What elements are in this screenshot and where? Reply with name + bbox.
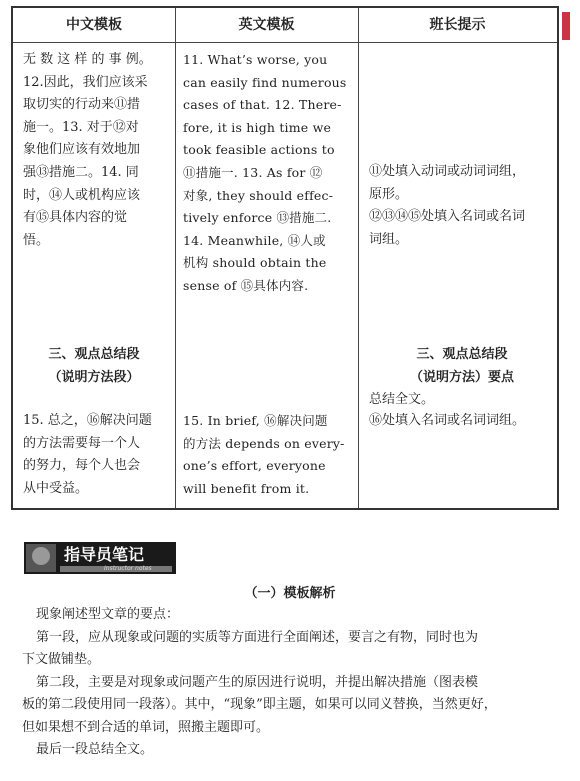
text-line: tively enforce ⑬措施二. — [183, 210, 332, 226]
red-corner-mark — [562, 12, 570, 40]
text-line: 象他们应该有效地加 — [23, 142, 141, 158]
section-title-tips — [369, 344, 555, 412]
row2-english-cell — [183, 410, 355, 500]
section-title: 三、观点总结段 — [48, 347, 140, 362]
column-divider — [358, 8, 359, 508]
text-line: fore, it is high time we — [183, 119, 332, 135]
text-line: 时，⑭人或机构应该 — [23, 187, 141, 203]
section-title-chinese — [13, 344, 175, 389]
paragraph: 第二段，主要是对现象或问题产生的原因进行说明，并提出解决措施（图表模 — [36, 674, 479, 690]
text-line: took feasible actions to — [183, 142, 335, 158]
row1-chinese-cell — [23, 49, 173, 252]
text-line: ⑫⑬⑭⑮处填入名词或名词 — [369, 209, 526, 225]
badge-subtitle: Instructor notes — [104, 565, 152, 572]
text-line: ⑪措施一. 13. As for ⑫ — [183, 164, 323, 180]
paragraph: 下文做铺垫。 — [22, 652, 101, 667]
template-table — [11, 6, 559, 510]
text-line: 无 数 这 样 的 事 例。 — [23, 52, 152, 67]
text-line: 的方法需要每一个人 — [23, 435, 141, 451]
section-title: 三、观点总结段 — [416, 347, 508, 362]
row1-tips-cell — [369, 161, 555, 251]
text-line: 悟。 — [23, 232, 50, 248]
text-line: 机构 should obtain the — [183, 255, 327, 271]
header-monitor-tips: 班长提示 — [429, 17, 486, 33]
section-subtitle: （说明方法段） — [48, 369, 140, 385]
badge-title: 指导员笔记 — [64, 545, 145, 564]
text-line: 对象, they should effec- — [183, 187, 334, 203]
instructor-notes-badge — [24, 538, 176, 578]
row2-tips-cell — [369, 410, 555, 433]
text-line: 词组。 — [369, 231, 409, 247]
text-line: 从中受益。 — [23, 480, 89, 496]
text-line: will benefit from it. — [183, 480, 310, 496]
header-divider — [13, 42, 557, 43]
text-line: 的方法 depends on every- — [183, 435, 345, 451]
section-subtitle: （说明方法）要点 — [409, 369, 514, 385]
text-line: 15. 总之，⑯解决问题 — [23, 413, 152, 428]
text-line: 总结全文。 — [369, 392, 435, 408]
text-line: 的努力，每个人也会 — [23, 458, 141, 474]
text-line: 11. What’s worse, you — [183, 52, 328, 67]
text-line: 取切实的行动来⑪措 — [23, 97, 141, 113]
text-line: one’s effort, everyone — [183, 458, 326, 474]
text-line: 原形。 — [369, 186, 409, 202]
text-line: ⑪处填入动词或动词词组， — [369, 164, 526, 179]
row1-english-cell — [183, 49, 355, 298]
text-line: can easily find numerous — [183, 74, 347, 90]
row2-chinese-cell — [23, 410, 173, 500]
text-line: 施一。13. 对于⑫对 — [23, 119, 139, 135]
text-line: cases of that. 12. There- — [183, 97, 342, 113]
text-line: 12.因此，我们应该采 — [23, 74, 148, 90]
paragraph: 但如果想不到合适的单词，照搬主题即可。 — [22, 719, 270, 735]
paragraph: 最后一段总结全文。 — [36, 742, 154, 757]
text-line: sense of ⑮具体内容. — [183, 277, 309, 293]
text-line: 有⑮具体内容的觉 — [23, 210, 128, 226]
notes-body — [22, 604, 558, 762]
text-line: ⑯处填入名词或名词词组。 — [369, 413, 526, 428]
paragraph: 板的第二段使用同一段落）。其中，“现象”即主题，如果可以同义替换，当然更好， — [22, 697, 497, 712]
text-line: 14. Meanwhile, ⑭人或 — [183, 232, 326, 248]
column-divider — [175, 8, 176, 508]
header-chinese-template: 中文模板 — [66, 17, 122, 33]
text-line: 强⑬措施二。14. 同 — [23, 164, 139, 180]
paragraph: 现象阐述型文章的要点： — [36, 607, 180, 622]
header-english-template: 英文模板 — [238, 17, 295, 33]
paragraph: 第一段，应从现象或问题的实质等方面进行全面阐述，要言之有物，同时也为 — [36, 629, 479, 645]
notes-heading: （一）模板解析 — [244, 586, 336, 601]
text-line: 15. In brief, ⑯解决问题 — [183, 413, 328, 428]
